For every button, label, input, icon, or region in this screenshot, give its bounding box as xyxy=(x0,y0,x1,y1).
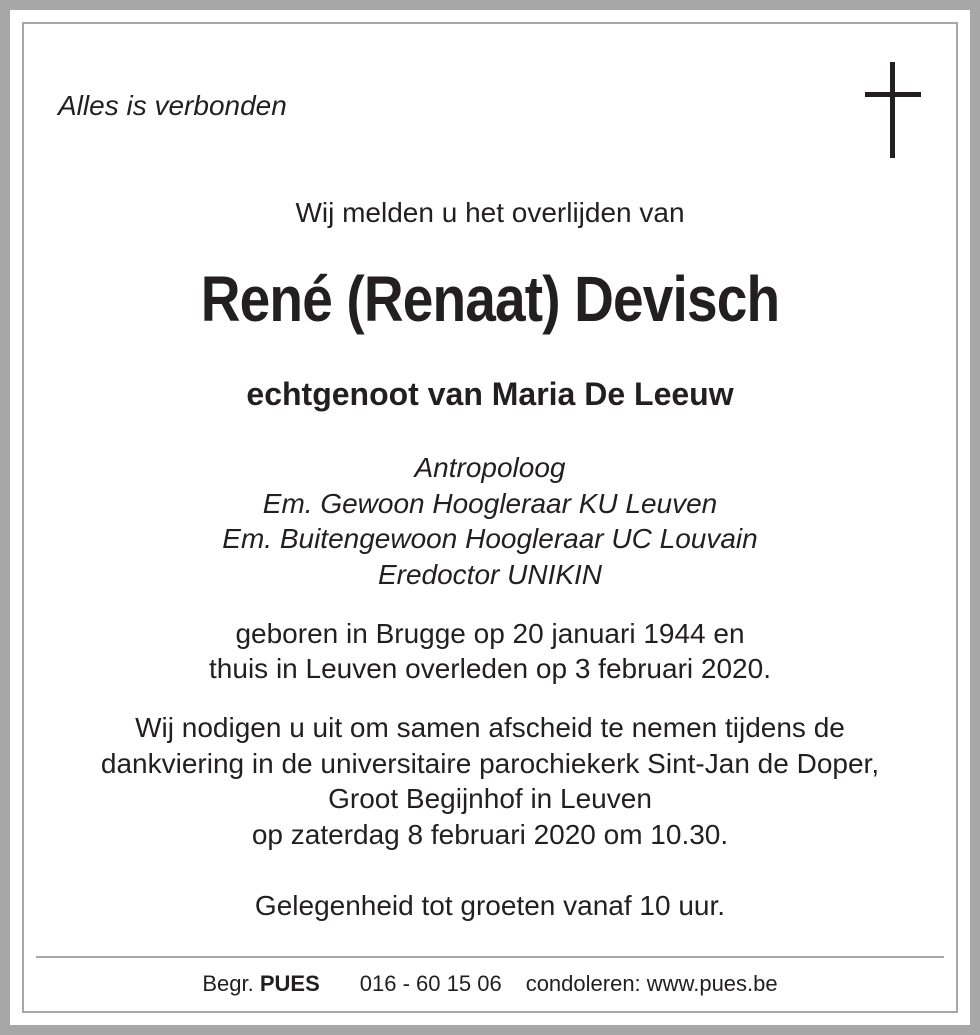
title-line: Em. Buitengewoon Hoogleraar UC Louvain xyxy=(222,523,758,554)
cross-horizontal-bar xyxy=(865,92,921,97)
title-line: Antropoloog xyxy=(414,452,566,483)
condolence-link[interactable]: condoleren: www.pues.be xyxy=(525,971,778,996)
titles-block xyxy=(30,450,950,592)
invitation-line: dankviering in de universitaire parochiekerk Sint-Jan de Doper, xyxy=(100,747,880,779)
life-dates-block xyxy=(30,616,950,686)
undertaker-phone: 016 - 60 15 06 xyxy=(359,971,502,996)
death-line: thuis in Leuven overleden op 3 februari 2020. xyxy=(209,653,771,684)
title-line: Eredoctor UNIKIN xyxy=(377,558,603,590)
announcement: Wij melden u het overlijden van xyxy=(295,197,685,228)
footer xyxy=(30,970,950,998)
invitation-block xyxy=(30,710,950,852)
cross-vertical-bar xyxy=(890,62,895,158)
deceased-name: René (Renaat) Devisch xyxy=(200,263,780,335)
invitation-line: op zaterdag 8 februari 2020 om 10.30. xyxy=(251,818,729,850)
birth-line: geboren in Brugge op 20 januari 1944 en xyxy=(235,618,745,649)
title-line: Em. Gewoon Hoogleraar KU Leuven xyxy=(262,487,718,519)
spouse-line: echtgenoot van Maria De Leeuw xyxy=(246,376,734,412)
undertaker-prefix: Begr. xyxy=(202,971,254,996)
invitation-line: Groot Begijnhof in Leuven xyxy=(328,783,652,814)
footer-divider xyxy=(36,956,944,958)
undertaker-name: PUES xyxy=(259,971,320,996)
motto: Alles is verbonden xyxy=(58,90,287,121)
greeting: Gelegenheid tot groeten vanaf 10 uur. xyxy=(254,890,726,921)
invitation-line: Wij nodigen u uit om samen afscheid te nemen tijdens de xyxy=(135,712,845,743)
